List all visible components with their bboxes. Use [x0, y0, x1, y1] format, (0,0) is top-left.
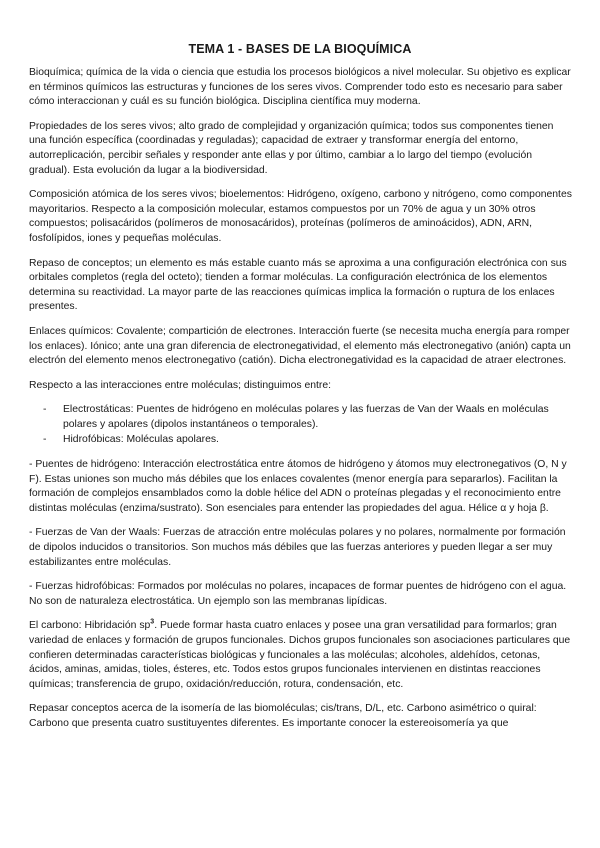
paragraph-enlaces: Enlaces químicos: Covalente; compartición de electrones. Interacción fuerte (se necesita mucha energía para romper los enlaces). Iónico; ante una gran diferencia de electronegatividad, el elemento más electronegativo (anión) capta un electrón del elemento menos electronegativo (catión). Dicha electronegatividad es la capacidad de atraer electrones.: [29, 325, 571, 367]
list-item-text: Electrostáticas: Puentes de hidrógeno en moléculas polares y las fuerzas de Van der Waals en moléculas polares y apolares (dipolos instantáneos o temporales).: [63, 404, 549, 430]
carbono-superscript: 3: [150, 618, 155, 626]
carbono-lead: El carbono: Hibridación sp: [29, 620, 151, 632]
list-item-text: Hidrofóbicas: Moléculas apolares.: [63, 434, 219, 446]
carbono-rest: . Puede formar hasta cuatro enlaces y posee una gran versatilidad para formarlos; gran variedad de enlaces y formación de grupos funcionales. Dichos grupos funcionales son asociaciones particulares que confieren determinadas características biológicas y funcionales a las moléculas; alcoholes, aldehídos, cetonas, ácidos, aminas, amidas, tioles, ésteres, etc. Todos estos grupos funcionales intervienen en distintas reacciones químicas; transferencia de grupo, oxidación/reducción, rotura, condensación, etc.: [29, 620, 571, 690]
list-item: [29, 433, 572, 448]
bullet-dash: -: [43, 404, 47, 416]
paragraph-interacciones: Respecto a las interacciones entre moléculas; distinguimos entre:: [29, 379, 332, 391]
paragraph-carbono: [29, 619, 572, 692]
paragraph-hidrofobicas: - Fuerzas hidrofóbicas: Formados por moléculas no polares, incapaces de formar puentes de hidrógeno con el agua. No son de naturaleza electrostática. Un ejemplo son las membranas lipídicas.: [29, 581, 567, 607]
interaction-list: [29, 403, 572, 448]
paragraph-propiedades: Propiedades de los seres vivos; alto grado de complejidad y organización química; todos sus componentes tienen una función específica (coordinadas y reguladas); capacidad de extraer y transformar energía del entorno, autorreplicación, percibir señales y responder ante ellas y por último, cambiar a lo largo del tiempo (evolución gradual). Esta evolución da lugar a la biodiversidad.: [29, 120, 554, 176]
paragraph-composicion: Composición atómica de los seres vivos; bioelementos: Hidrógeno, oxígeno, carbono y nitrógeno, como componentes mayoritarios. Respecto a la composición molecular, estamos compuestos por un 70% de agua y un 30% otros compuestos; polisacáridos (polímeros de monosacáridos), proteínas (polímeros de aminoácidos), ADN, ARN, fosfolípidos, iones y pequeñas moléculas.: [29, 189, 572, 244]
paragraph-bioquimica: Bioquímica; química de la vida o ciencia que estudia los procesos biológicos a nivel molecular. Su objetivo es explicar en términos químicos las estructuras y funciones de los seres vivos. Comprender todo esto es necesario para saber cómo interaccionan y cuál es su función biológica. Disciplina científica muy moderna.: [29, 67, 571, 108]
paragraph-repaso: Repaso de conceptos; un elemento es más estable cuanto más se aproxima a una configuración electrónica con sus orbitales completos (regla del octeto); tienden a formar moléculas. La configuración electrónica de los elementos determina su reactividad. La mayor parte de las reacciones químicas implica la formación o ruptura de los enlaces presentes.: [29, 257, 567, 313]
paragraph-van-der-waals: - Fuerzas de Van der Waals: Fuerzas de atracción entre moléculas polares y no polares, normalmente por formación de dipolos inducidos o transitorios. Son muchos más débiles que las fuerzas anteriores y pueden llegar a ser muy estabilizantes entre moléculas.: [29, 527, 566, 568]
paragraph-puentes-hidrogeno: - Puentes de hidrógeno: Interacción electrostática entre átomos de hidrógeno y átomos muy electronegativos (O, N y F). Estas uniones son mucho más débiles que los enlaces covalentes (menor energía para separarlos). Facilitan la formación de complejos ensamblados como la doble hélice del ADN o proteínas plegadas y el reconocimiento entre distintas moléculas (enzima/sustrato). Son esenciales para entender las propiedades del agua. Hélice α y hoja β.: [29, 459, 567, 514]
list-item: [29, 403, 572, 432]
paragraph-isomeria: Repasar conceptos acerca de la isomería de las biomoléculas; cis/trans, D/L, etc. Carbono asimétrico o quiral: Carbono que presenta cuatro sustituyentes diferentes. Es importante conocer la estereoisomería ya que: [29, 703, 537, 729]
page-title: TEMA 1 - BASES DE LA BIOQUÍMICA: [188, 42, 412, 56]
document-body: [29, 66, 572, 742]
bullet-dash: -: [43, 434, 47, 446]
